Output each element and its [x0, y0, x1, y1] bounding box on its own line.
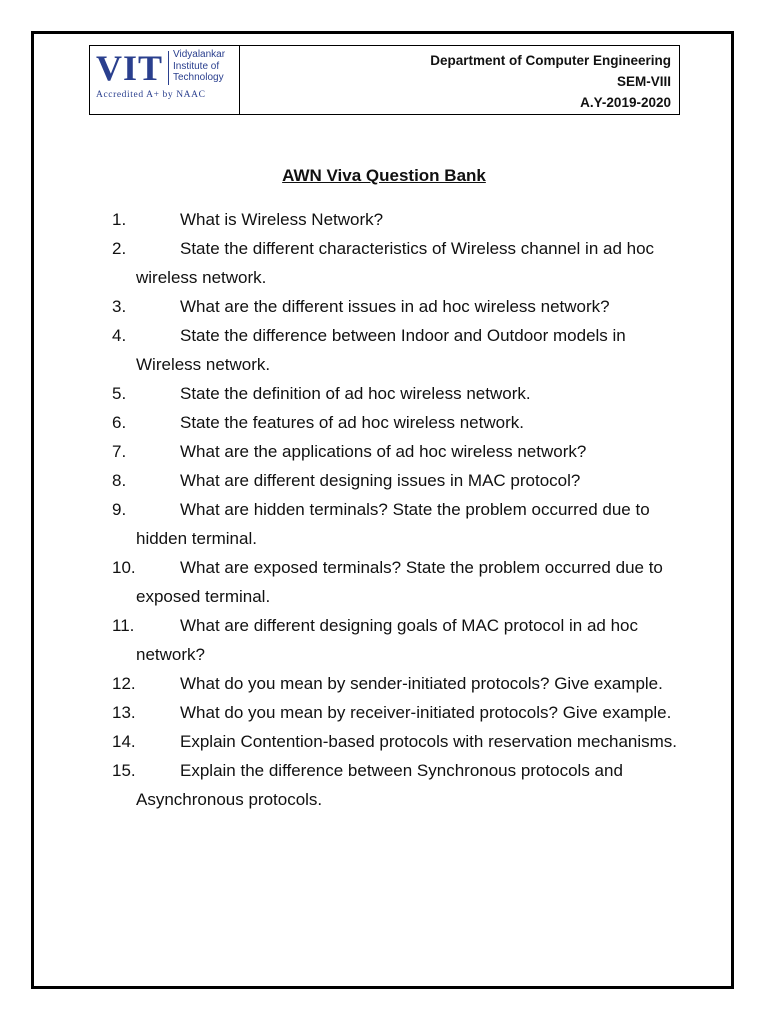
semester-label: SEM-VIII: [616, 74, 671, 89]
question-text: Explain the difference between Synchronous protocols and Asynchronous protocols.: [136, 761, 623, 809]
question-item: [112, 321, 682, 379]
question-text: What are exposed terminals? State the problem occurred due to exposed terminal.: [136, 558, 663, 606]
question-item: [112, 408, 682, 437]
question-text: State the features of ad hoc wireless network.: [180, 413, 524, 432]
question-text: What are hidden terminals? State the problem occurred due to hidden terminal.: [136, 500, 650, 548]
question-number: 8.: [112, 471, 127, 490]
logo-line-1: Vidyalankar: [173, 49, 226, 60]
institute-logo: [90, 46, 240, 114]
logo-mark: VIT: [96, 48, 164, 88]
question-number: 15.: [112, 761, 136, 780]
question-text: Explain Contention-based protocols with reservation mechanisms.: [180, 732, 678, 751]
question-text: What are the different issues in ad hoc wireless network?: [180, 297, 610, 316]
question-number: 4.: [112, 326, 127, 345]
question-item: [112, 553, 682, 611]
question-number: 2.: [112, 239, 127, 258]
logo-divider: [168, 51, 169, 85]
question-number: 12.: [112, 674, 136, 693]
question-text: What are different designing issues in MAC protocol?: [180, 471, 581, 490]
question-list: [112, 205, 682, 814]
department-info: [240, 46, 679, 114]
academic-year: A.Y-2019-2020: [580, 95, 671, 110]
logo-accreditation: Accredited A+ by NAAC: [96, 90, 206, 100]
question-item: [112, 437, 682, 466]
question-item: [112, 727, 682, 756]
question-number: 10.: [112, 558, 136, 577]
question-number: 9.: [112, 500, 127, 519]
question-item: [112, 669, 682, 698]
header-table: [89, 45, 680, 115]
question-number: 11.: [112, 616, 135, 635]
question-text: What do you mean by sender-initiated protocols? Give example.: [180, 674, 663, 693]
question-item: [112, 234, 682, 292]
question-item: [112, 292, 682, 321]
question-number: 3.: [112, 297, 127, 316]
question-text: What do you mean by receiver-initiated protocols? Give example.: [180, 703, 672, 722]
department-name: Department of Computer Engineering: [430, 53, 671, 68]
question-item: [112, 379, 682, 408]
question-number: 14.: [112, 732, 136, 751]
question-item: [112, 466, 682, 495]
question-number: 13.: [112, 703, 136, 722]
question-text: What is Wireless Network?: [180, 210, 384, 229]
question-item: [112, 611, 682, 669]
question-item: [112, 756, 682, 814]
question-number: 5.: [112, 384, 127, 403]
question-number: 7.: [112, 442, 127, 461]
question-text: State the definition of ad hoc wireless network.: [180, 384, 531, 403]
question-text: What are the applications of ad hoc wireless network?: [180, 442, 587, 461]
question-number: 6.: [112, 413, 127, 432]
question-number: 1.: [112, 210, 127, 229]
logo-line-2: Institute of: [173, 60, 220, 72]
question-text: State the different characteristics of Wireless channel in ad hoc wireless network.: [136, 239, 655, 287]
question-item: [112, 495, 682, 553]
logo-line-3: Technology: [173, 72, 224, 83]
question-text: What are different designing goals of MAC protocol in ad hoc network?: [136, 616, 639, 664]
document-title: AWN Viva Question Bank: [282, 166, 486, 185]
logo-institute-name: [173, 49, 225, 84]
question-text: State the difference between Indoor and Outdoor models in Wireless network.: [136, 326, 626, 374]
question-item: [112, 698, 682, 727]
question-item: [112, 205, 682, 234]
